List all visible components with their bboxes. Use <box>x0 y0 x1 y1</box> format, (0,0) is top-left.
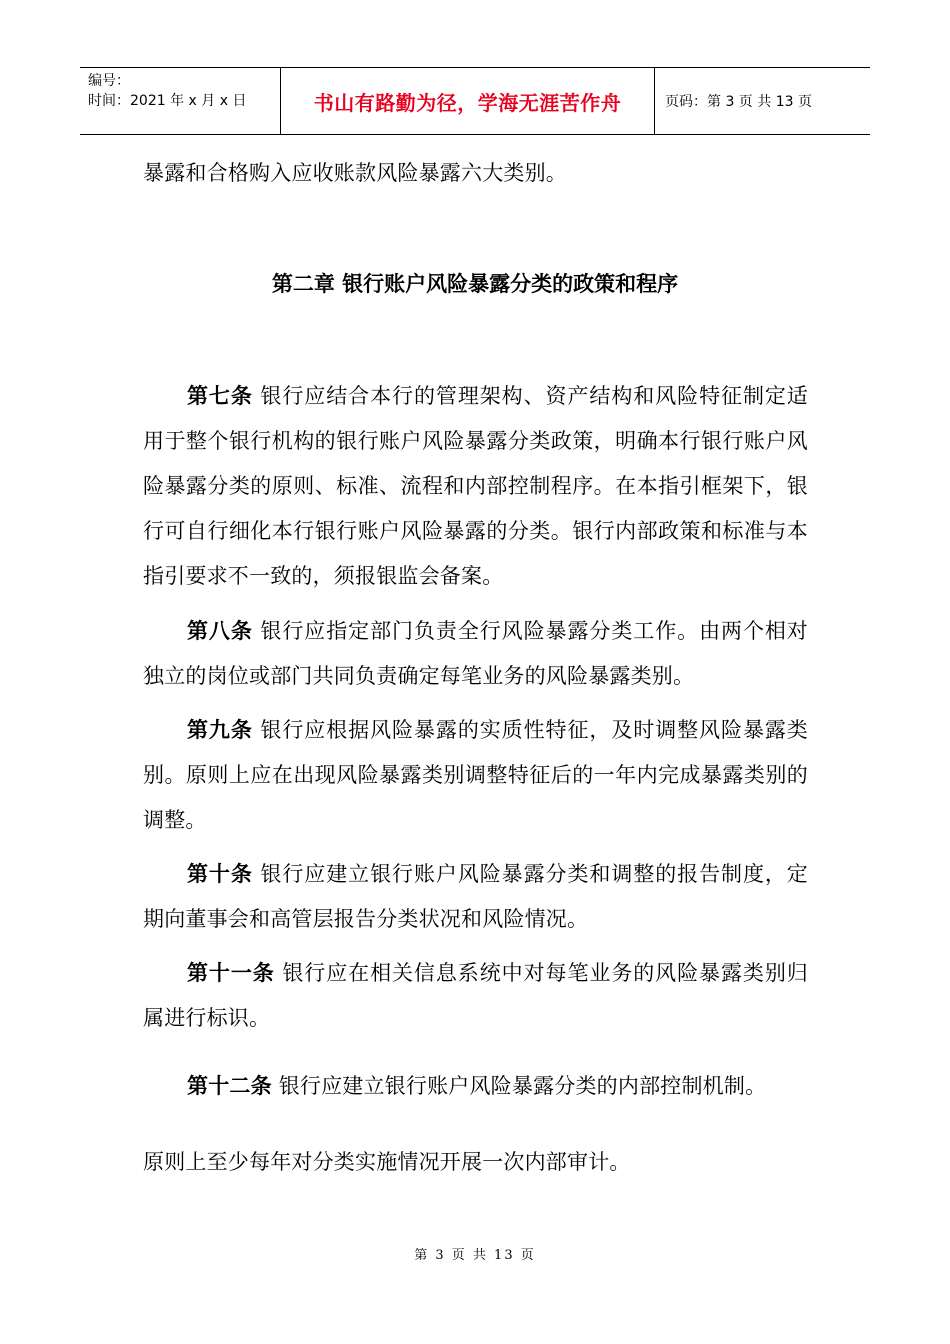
article-7-text: 银行应结合本行的管理架构、资产结构和风险特征制定适用于整个银行机构的银行账户风险暴露分类政策，明确本行银行账户风险暴露分类的原则、标准、流程和内部控制程序。在本指引框架下，银行可自行细化本行银行账户风险暴露的分类。银行内部政策和标准与本指引要求不一致的，须报银监会备案。 <box>143 384 809 588</box>
article-7 <box>143 374 808 599</box>
article-9-title: 第九条 <box>187 718 253 742</box>
header-motto: 书山有路勤为径，学海无涯苦作舟 <box>281 68 655 134</box>
intro-line: 暴露和合格购入应收账款风险暴露六大类别。 <box>143 161 567 185</box>
article-7-title: 第七条 <box>187 384 253 408</box>
article-8 <box>143 609 808 699</box>
document-time-label: 时间：2021 年 x 月 x 日 <box>88 93 247 109</box>
article-9-text: 银行应根据风险暴露的实质性特征，及时调整风险暴露类别。原则上应在出现风险暴露类别调整特征后的一年内完成暴露类别的调整。 <box>143 718 809 832</box>
page-footer: 第 3 页 共 13 页 <box>414 1248 536 1263</box>
chapter-title: 第二章 银行账户风险暴露分类的政策和程序 <box>271 272 679 296</box>
document-header <box>80 67 870 135</box>
article-11-text: 银行应在相关信息系统中对每笔业务的风险暴露类别归属进行标识。 <box>143 961 808 1030</box>
article-11-title: 第十一条 <box>187 961 275 985</box>
article-12-text: 银行应建立银行账户风险暴露分类的内部控制机制。 <box>271 1074 767 1098</box>
article-10 <box>143 852 808 942</box>
article-9 <box>143 708 808 843</box>
article-10-title: 第十条 <box>187 862 253 886</box>
article-12-title: 第十二条 <box>187 1074 272 1098</box>
article-12 <box>143 1064 808 1109</box>
article-10-text: 银行应建立银行账户风险暴露分类和调整的报告制度，定期向董事会和高管层报告分类状况和风险情况。 <box>143 862 809 931</box>
closing-line: 原则上至少每年对分类实施情况开展一次内部审计。 <box>143 1150 631 1174</box>
article-11 <box>143 951 808 1041</box>
header-meta <box>80 68 281 134</box>
article-8-title: 第八条 <box>187 619 253 643</box>
article-8-text: 银行应指定部门负责全行风险暴露分类工作。由两个相对独立的岗位或部门共同负责确定每笔业务的风险暴露类别。 <box>143 619 809 688</box>
document-code-label: 编号： <box>88 73 130 89</box>
header-page-info: 页码：第 3 页 共 13 页 <box>665 94 812 110</box>
